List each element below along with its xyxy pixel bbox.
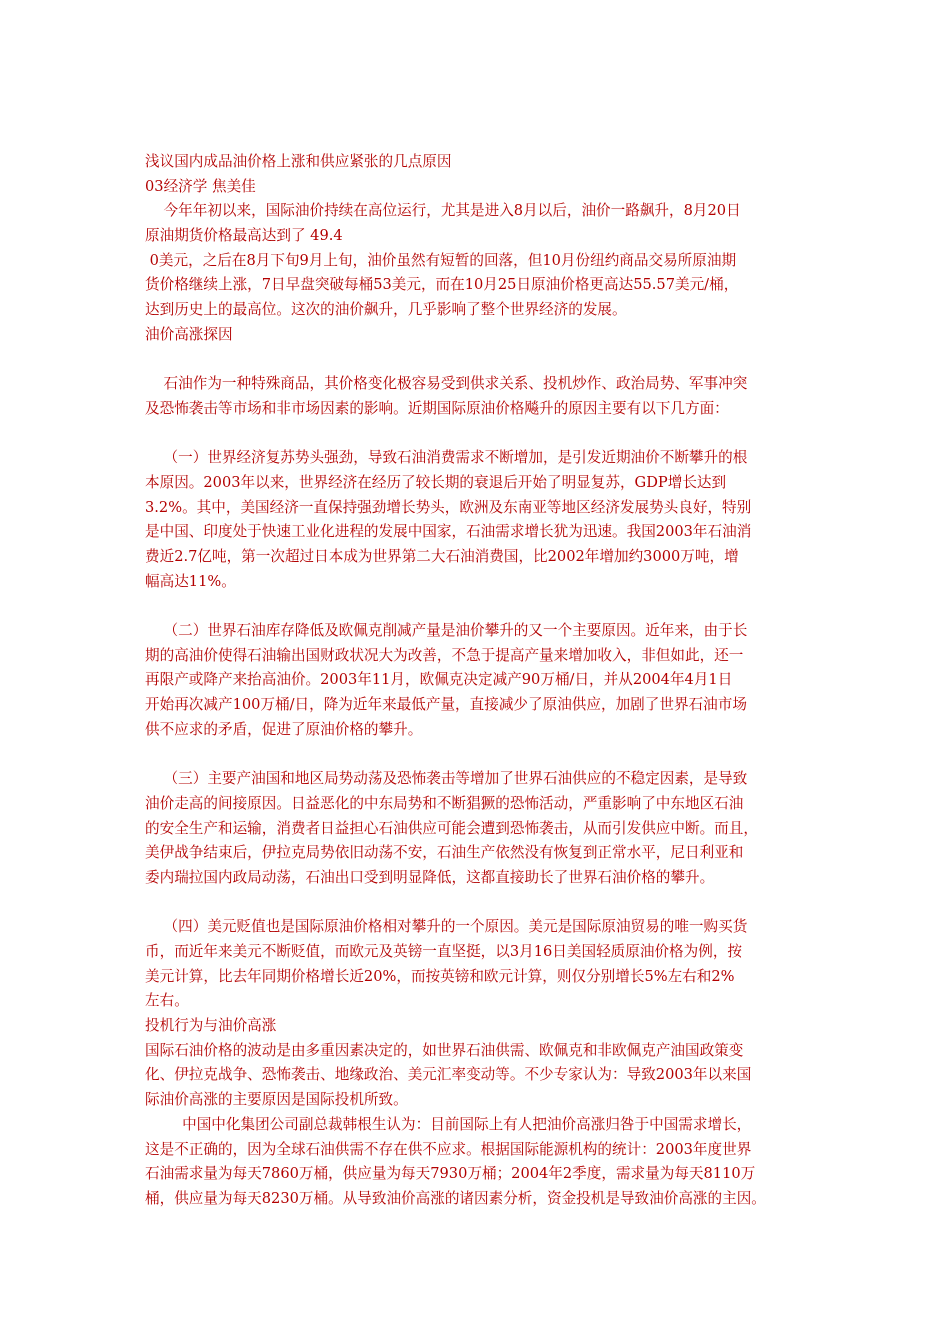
text-line: 今年年初以来，国际油价持续在高位运行，尤其是进入8月以后，油价一路飙升，8月20日 — [145, 202, 741, 220]
text-line: 期的高油价使得石油输出国财政状况大为改善，不急于提高产量来增加收入，非但如此，还一 — [145, 646, 744, 664]
text-line: 币，而近年来美元不断贬值，而欧元及英镑一直坚挺，以3月16日美国轻质原油价格为例，按 — [145, 943, 743, 960]
text-line: 0美元，之后在8月下旬9月上旬，油价虽然有短暂的回落，但10月份纽约商品交易所原油期 — [145, 251, 737, 269]
text-line: 际油价高涨的主要原因是国际投机所致。 — [145, 1091, 408, 1109]
document-title: 浅议国内成品油价格上涨和供应紧张的几点原因 — [145, 153, 452, 170]
text-line: （三）主要产油国和地区局势动荡及恐怖袭击等增加了世界石油供应的不稳定因素，是导致 — [145, 770, 748, 788]
blank-line — [145, 348, 825, 373]
document-body — [145, 150, 825, 1212]
text-line: 国际石油价格的波动是由多重因素决定的，如世界石油供需、欧佩克和非欧佩克产油国政策变 — [145, 1041, 744, 1059]
text-line: （二）世界石油库存降低及欧佩克削减产量是油价攀升的又一个主要原因。近年来，由于长 — [145, 622, 748, 640]
section-heading: 投机行为与油价高涨 — [145, 1017, 277, 1035]
text-line: 桶，供应量为每天8230万桶。从导致油价高涨的诸因素分析，资金投机是导致油价高涨的主因。 — [145, 1189, 766, 1207]
text-line: （四）美元贬值也是国际原油价格相对攀升的一个原因。美元是国际原油贸易的唯一购买货 — [145, 918, 748, 936]
intro-paragraph — [145, 199, 825, 322]
blank-line — [145, 422, 825, 447]
reason-paragraph-4 — [145, 915, 825, 1014]
text-line: 货价格继续上涨，7日早盘突破每桶53美元，而在10月25日原油价格更高达55.57美元/桶， — [145, 276, 739, 294]
speculation-paragraph — [145, 1039, 825, 1113]
text-line: 石油需求量为每天7860万桶，供应量为每天7930万桶；2004年2季度，需求量为每天8110万 — [145, 1165, 756, 1183]
text-line: 原油期货价格最高达到了 49.4 — [145, 227, 343, 245]
text-line: 化、伊拉克战争、恐怖袭击、地缘政治、美元汇率变动等。不少专家认为：导致2003年以来国 — [145, 1066, 752, 1084]
text-line: 幅高达11%。 — [145, 572, 236, 590]
text-line: 是中国、印度处于快速工业化进程的发展中国家，石油需求增长犹为迅速。我国2003年石油消 — [145, 523, 752, 541]
text-line: 再限产或降产来抬高油价。2003年11月，欧佩克决定减产90万桶/日，并从2004年4月1日 — [145, 671, 733, 689]
text-line: 及恐怖袭击等市场和非市场因素的影响。近期国际原油价格飚升的原因主要有以下几方面： — [145, 399, 729, 417]
author-line: 03经济学 焦美佳 — [145, 177, 256, 195]
text-line: 美伊战争结束后，伊拉克局势依旧动荡不安，石油生产依然没有恢复到正常水平，尼日利亚和 — [145, 844, 744, 862]
text-line: 达到历史上的最高位。这次的油价飙升，几乎影响了整个世界经济的发展。 — [145, 301, 627, 319]
reason-paragraph-1 — [145, 446, 825, 594]
text-line: 费近2.7亿吨，第一次超过日本成为世界第二大石油消费国，比2002年增加约3000万吨，增 — [145, 548, 739, 565]
section-heading: 油价高涨探因 — [145, 325, 233, 343]
quote-paragraph — [145, 1113, 825, 1212]
blank-line — [145, 891, 825, 916]
text-line: 美元计算，比去年同期价格增长近20%，而按英镑和欧元计算，则仅分别增长5%左右和2% — [145, 967, 735, 985]
text-line: 左右。 — [145, 992, 189, 1010]
lead-paragraph — [145, 372, 825, 421]
text-line: （一）世界经济复苏势头强劲，导致石油消费需求不断增加，是引发近期油价不断攀升的根 — [145, 449, 748, 467]
blank-line — [145, 594, 825, 619]
text-line: 中国中化集团公司副总裁韩根生认为：目前国际上有人把油价高涨归咎于中国需求增长， — [145, 1115, 752, 1133]
reason-paragraph-3 — [145, 767, 825, 890]
text-line: 的安全生产和运输，消费者日益担心石油供应可能会遭到恐怖袭击，从而引发供应中断。而且， — [145, 819, 758, 837]
text-line: 委内瑞拉国内政局动荡，石油出口受到明显降低，这都直接助长了世界石油价格的攀升。 — [145, 868, 715, 886]
text-line: 开始再次减产100万桶/日，降为近年来最低产量，直接减少了原油供应，加剧了世界石油市场 — [145, 696, 747, 714]
blank-line — [145, 743, 825, 768]
text-line: 这是不正确的，因为全球石油供需不存在供不应求。根据国际能源机构的统计：2003年度世界 — [145, 1140, 752, 1158]
text-line: 石油作为一种特殊商品，其价格变化极容易受到供求关系、投机炒作、政治局势、军事冲突 — [145, 375, 748, 393]
text-line: 3.2%。其中，美国经济一直保持强劲增长势头，欧洲及东南亚等地区经济发展势头良好，特别 — [145, 498, 752, 516]
reason-paragraph-2 — [145, 619, 825, 742]
text-line: 本原因。2003年以来，世界经济在经历了较长期的衰退后开始了明显复苏，GDP增长达到 — [145, 473, 727, 491]
text-line: 供不应求的矛盾，促进了原油价格的攀升。 — [145, 720, 423, 738]
text-line: 油价走高的间接原因。日益恶化的中东局势和不断猖獗的恐怖活动，严重影响了中东地区石油 — [145, 794, 744, 812]
